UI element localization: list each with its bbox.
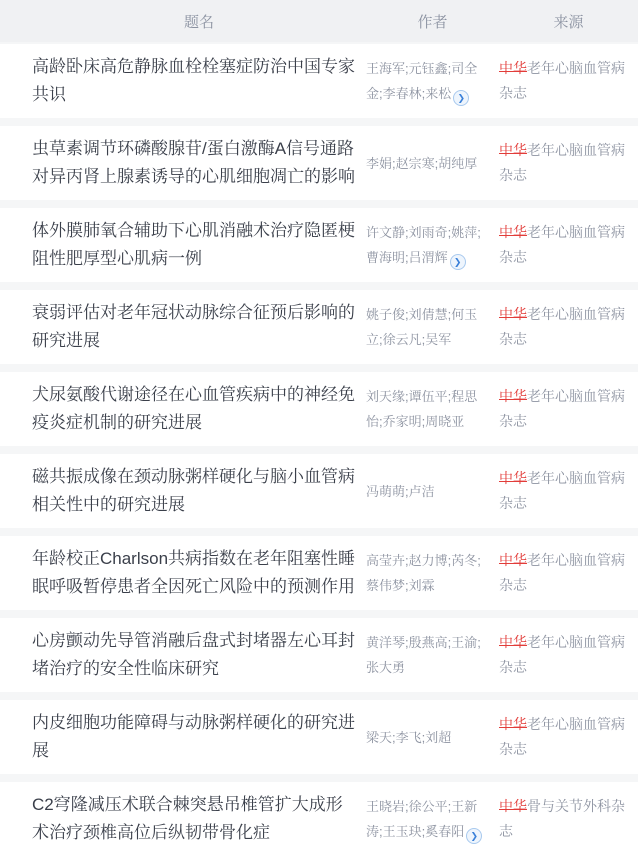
article-source-link[interactable] <box>499 138 630 188</box>
column-header-title: 题名 <box>183 13 214 31</box>
source-highlighted-term: 中华 <box>499 470 527 486</box>
article-row <box>0 44 638 118</box>
expand-authors-icon[interactable]: ❯ <box>450 254 466 270</box>
author-names[interactable]: 高莹卉;赵力博;芮冬;蔡伟梦;刘霖 <box>366 553 481 593</box>
article-list <box>0 44 638 856</box>
article-title-link[interactable]: 虫草素调节环磷酸腺苷/蛋白激酶A信号通路对异丙肾上腺素诱导的心肌细胞凋亡的影响 <box>32 139 355 186</box>
source-journal-rest: 老年心脑血管病杂志 <box>499 142 625 183</box>
table-header <box>0 0 638 42</box>
article-source-link[interactable] <box>499 712 630 762</box>
author-names[interactable]: 王晓岩;徐公平;王新涛;王玉玦;奚春阳 <box>366 798 478 839</box>
article-authors[interactable] <box>366 220 491 271</box>
article-authors[interactable] <box>366 725 491 750</box>
source-journal-rest: 老年心脑血管病杂志 <box>499 306 625 347</box>
article-row <box>0 290 638 364</box>
article-title-link[interactable]: 年龄校正Charlson共病指数在老年阻塞性睡眠呼吸暂停患者全因死亡风险中的预测作用 <box>32 549 356 596</box>
article-row <box>0 700 638 774</box>
source-highlighted-term: 中华 <box>499 142 527 158</box>
author-names[interactable]: 黄洋琴;殷燕高;王渝;张大勇 <box>366 635 481 675</box>
article-authors[interactable] <box>366 302 491 352</box>
source-journal-rest: 老年心脑血管病杂志 <box>499 634 625 675</box>
article-title-link[interactable]: 心房颤动先导管消融后盘式封堵器左心耳封堵治疗的安全性临床研究 <box>32 631 355 678</box>
author-names[interactable]: 姚子俊;刘倩慧;何玉立;徐云凡;吴军 <box>366 307 478 347</box>
article-source-link[interactable] <box>499 630 630 680</box>
article-source-link[interactable] <box>499 466 630 516</box>
article-title-link[interactable]: 犬尿氨酸代谢途径在心血管疾病中的神经免疫炎症机制的研究进展 <box>32 385 355 432</box>
source-highlighted-term: 中华 <box>499 716 527 732</box>
author-names[interactable]: 许文静;刘雨奇;姚萍;曹海明;吕渭辉 <box>366 224 481 265</box>
source-highlighted-term: 中华 <box>499 634 527 650</box>
article-title-link[interactable]: 体外膜肺氧合辅助下心肌消融术治疗隐匿梗阻性肥厚型心肌病一例 <box>32 221 355 268</box>
article-authors[interactable] <box>366 548 491 598</box>
article-source-link[interactable] <box>499 220 630 270</box>
article-source-link[interactable] <box>499 794 630 844</box>
article-row <box>0 372 638 446</box>
source-journal-rest: 骨与关节外科杂志 <box>499 798 625 839</box>
author-names[interactable]: 李娟;赵宗寒;胡纯厚 <box>366 155 478 171</box>
column-header-source: 来源 <box>553 13 584 31</box>
source-highlighted-term: 中华 <box>499 60 527 76</box>
article-title-link[interactable]: 高龄卧床高危静脉血栓栓塞症防治中国专家共识 <box>32 57 355 104</box>
source-highlighted-term: 中华 <box>499 306 527 322</box>
article-source-link[interactable] <box>499 384 630 434</box>
source-highlighted-term: 中华 <box>499 224 527 240</box>
expand-authors-icon[interactable]: ❯ <box>466 828 482 844</box>
column-header-author: 作者 <box>417 13 448 31</box>
author-names[interactable]: 冯萌萌;卢洁 <box>366 483 435 499</box>
source-highlighted-term: 中华 <box>499 552 527 568</box>
article-title-link[interactable]: 磁共振成像在颈动脉粥样硬化与脑小血管病相关性中的研究进展 <box>32 467 355 514</box>
expand-authors-icon[interactable]: ❯ <box>453 90 469 106</box>
article-title-link[interactable]: 衰弱评估对老年冠状动脉综合征预后影响的研究进展 <box>32 303 355 350</box>
author-names[interactable]: 梁天;李飞;刘超 <box>366 729 452 745</box>
article-row <box>0 618 638 692</box>
source-journal-rest: 老年心脑血管病杂志 <box>499 470 625 511</box>
source-highlighted-term: 中华 <box>499 798 527 814</box>
article-title-link[interactable]: 内皮细胞功能障碍与动脉粥样硬化的研究进展 <box>32 713 355 760</box>
article-authors[interactable] <box>366 630 491 680</box>
source-journal-rest: 老年心脑血管病杂志 <box>499 60 625 101</box>
article-source-link[interactable] <box>499 302 630 352</box>
source-journal-rest: 老年心脑血管病杂志 <box>499 388 625 429</box>
source-journal-rest: 老年心脑血管病杂志 <box>499 716 625 757</box>
article-authors[interactable] <box>366 384 491 434</box>
source-highlighted-term: 中华 <box>499 388 527 404</box>
article-authors[interactable] <box>366 56 491 107</box>
article-row <box>0 126 638 200</box>
author-names[interactable]: 刘天缘;谭伍平;程思怡;乔家明;周晓亚 <box>366 389 478 429</box>
article-source-link[interactable] <box>499 56 630 106</box>
article-authors[interactable] <box>366 479 491 504</box>
article-authors[interactable] <box>366 151 491 176</box>
article-row <box>0 536 638 610</box>
source-journal-rest: 老年心脑血管病杂志 <box>499 552 625 593</box>
author-names[interactable]: 王海军;元钰鑫;司全金;李春林;来松 <box>366 60 478 101</box>
article-row <box>0 208 638 282</box>
source-journal-rest: 老年心脑血管病杂志 <box>499 224 625 265</box>
article-row <box>0 454 638 528</box>
article-row <box>0 782 638 856</box>
article-title-link[interactable]: C2穹隆减压术联合棘突悬吊椎管扩大成形术治疗颈椎高位后纵韧带骨化症 <box>32 795 343 842</box>
article-authors[interactable] <box>366 794 491 845</box>
article-source-link[interactable] <box>499 548 630 598</box>
